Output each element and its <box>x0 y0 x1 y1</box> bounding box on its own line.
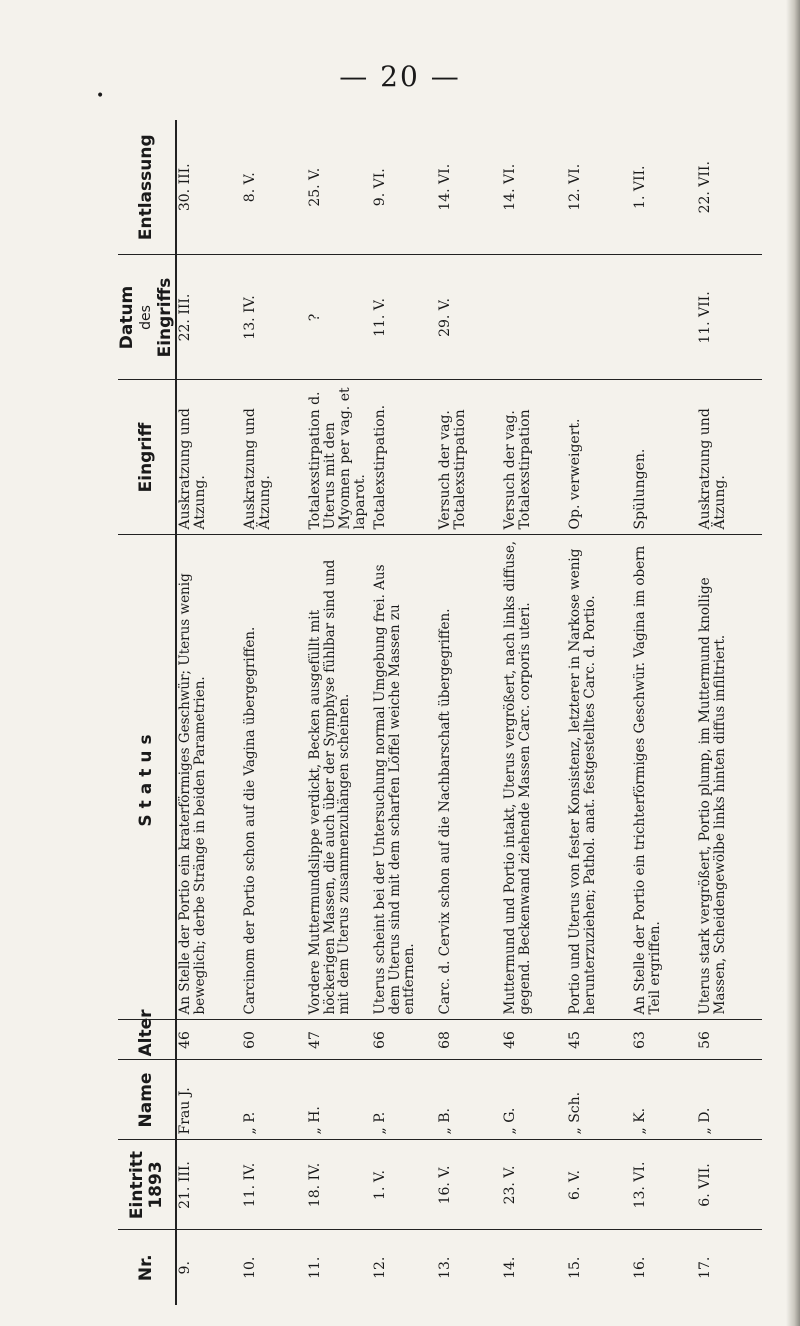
cell-name: „ P. <box>372 1060 437 1140</box>
cell-datum <box>502 255 567 380</box>
header-entlassung: Entlassung <box>118 120 176 255</box>
header-eingriff: Eingriff <box>118 380 176 535</box>
header-eintritt <box>118 1140 176 1230</box>
cell-entlassung: 14. VI. <box>437 163 453 211</box>
cell-status: Carc. d. Cervix schon auf die Nachbarschaft übergegriffen. <box>437 535 502 1020</box>
cell-alter: 46 <box>176 1020 242 1060</box>
cell-entlassung: 1. VII. <box>632 165 648 209</box>
cell-status: Carcinom der Portio schon auf die Vagina übergegriffen. <box>242 535 307 1020</box>
cell-entlassung: 22. VII. <box>697 161 713 214</box>
cell-datum <box>632 255 697 380</box>
cell-alter: 66 <box>372 1020 437 1060</box>
header-datum-line2: des <box>138 305 154 330</box>
cell-alter: 68 <box>437 1020 502 1060</box>
header-eintritt-line1: Eintritt <box>126 1150 147 1220</box>
cell-datum: ? <box>307 255 372 380</box>
cell-eingriff: Auskratzung und Atzung. <box>176 380 242 535</box>
header-name: Name <box>118 1060 176 1140</box>
cell-eingriff: Auskratzung und Ätzung. <box>242 380 307 535</box>
cell-datum: 29. V. <box>437 255 502 380</box>
table-row <box>437 120 502 1305</box>
table-header-row <box>118 120 176 1305</box>
cell-status: Uterus stark vergrößert, Portio plump, im Muttermund knollige Massen, Scheidengewölbe links hinten diffus infiltriert. <box>697 535 762 1020</box>
cell-nr: 11. <box>307 1230 372 1305</box>
cell-name: „ H. <box>307 1060 372 1140</box>
cell-eintritt: 21. III. <box>176 1140 242 1230</box>
table-row <box>176 120 242 1305</box>
header-alter: Alter <box>118 1020 176 1060</box>
cell-nr: 13. <box>437 1230 502 1305</box>
cell-alter: 56 <box>697 1020 762 1060</box>
cell-eintritt: 6. V. <box>567 1140 632 1230</box>
cell-name: „ D. <box>697 1060 762 1140</box>
cell-entlassung: 12. VI. <box>567 163 583 211</box>
page-number: — 20 — <box>339 60 461 93</box>
cell-eingriff: Versuch der vag. Totalexstirpation <box>437 380 502 535</box>
cell-alter: 47 <box>307 1020 372 1060</box>
cell-entlassung: 14. VI. <box>502 163 518 211</box>
cell-nr: 14. <box>502 1230 567 1305</box>
table-row <box>502 120 567 1305</box>
cell-eintritt: 13. VI. <box>632 1140 697 1230</box>
cell-eingriff: Totalexstirpation. <box>372 380 437 535</box>
header-nr: Nr. <box>118 1230 176 1305</box>
table-row <box>372 120 437 1305</box>
cell-nr: 16. <box>632 1230 697 1305</box>
cell-eintritt: 23. V. <box>502 1140 567 1230</box>
patient-table <box>118 120 762 1305</box>
header-eintritt-line2: 1893 <box>145 1161 166 1209</box>
cell-eingriff: Versuch der vag. Totalexstirpation <box>502 380 567 535</box>
header-datum <box>118 255 176 380</box>
table-row <box>567 120 632 1305</box>
cell-status: Vordere Muttermundslippe verdickt, Becken ausgefüllt mit höckerigen Massen, die auch über der Symphyse fühlbar sind und mit dem Uterus zusammenzuhängen scheinen. <box>307 535 372 1020</box>
cell-eintritt: 6. VII. <box>697 1140 762 1230</box>
cell-name: „ B. <box>437 1060 502 1140</box>
table-row <box>307 120 372 1305</box>
cell-eintritt: 18. IV. <box>307 1140 372 1230</box>
cell-datum: 22. III. <box>176 255 242 380</box>
cell-entlassung: 30. III. <box>177 163 193 212</box>
cell-status: Portio und Uterus von fester Konsistenz, letzterer in Narkose wenig herunterzuziehen; Pathol. anat. festgestelltes Carc. d. Portio. <box>567 535 632 1020</box>
header-datum-line3: Eingriffs <box>155 277 175 358</box>
cell-status: An Stelle der Portio ein kraterförmiges Geschwür; Uterus wenig beweglich; derbe Stränge in beiden Parametrien. <box>176 535 242 1020</box>
cell-entlassung: 25. V. <box>307 167 323 207</box>
cell-name: „ Sch. <box>567 1060 632 1140</box>
cell-datum: 11. VII. <box>697 255 762 380</box>
cell-status: Uterus scheint bei der Untersuchung normal Umgebung frei. Aus dem Uterus sind mit dem scharfen Löffel weiche Massen zu entfernen. <box>372 535 437 1020</box>
cell-name: „ P. <box>242 1060 307 1140</box>
cell-eingriff: Auskratzung und Ätzung. <box>697 380 762 535</box>
table-body <box>176 120 762 1305</box>
cell-eingriff: Op. verweigert. <box>567 380 632 535</box>
cell-datum <box>567 255 632 380</box>
cell-nr: 12. <box>372 1230 437 1305</box>
cell-nr: 10. <box>242 1230 307 1305</box>
table-row <box>632 120 697 1305</box>
cell-datum: 11. V. <box>372 255 437 380</box>
cell-nr: 15. <box>567 1230 632 1305</box>
page-edge-shadow <box>786 0 800 1326</box>
table-row <box>697 120 762 1305</box>
cell-alter: 46 <box>502 1020 567 1060</box>
rotated-table-container <box>118 120 758 1305</box>
cell-eingriff: Totalexstirpation d. Uterus mit den Myomen per vag. et laparot. <box>307 380 372 535</box>
header-datum-line1: Datum <box>117 285 137 350</box>
cell-eingriff: Spülungen. <box>632 380 697 535</box>
cell-alter: 63 <box>632 1020 697 1060</box>
cell-eintritt: 16. V. <box>437 1140 502 1230</box>
cell-nr: 17. <box>697 1230 762 1305</box>
cell-status: Muttermund und Portio intakt, Uterus vergrößert, nach links diffuse, gegend. Beckenwand ziehende Massen Carc. corporis uteri. <box>502 535 567 1020</box>
cell-eintritt: 1. V. <box>372 1140 437 1230</box>
cell-name: „ G. <box>502 1060 567 1140</box>
cell-entlassung: 8. V. <box>242 172 258 203</box>
cell-eintritt: 11. IV. <box>242 1140 307 1230</box>
cell-alter: 45 <box>567 1020 632 1060</box>
cell-nr: 9. <box>176 1230 242 1305</box>
bullet-mark: • <box>96 88 105 104</box>
cell-name: „ K. <box>632 1060 697 1140</box>
cell-datum: 13. IV. <box>242 255 307 380</box>
cell-alter: 60 <box>242 1020 307 1060</box>
cell-name: Frau J. <box>176 1060 242 1140</box>
cell-entlassung: 9. VI. <box>372 168 388 207</box>
table-row <box>242 120 307 1305</box>
header-status: Status <box>118 535 176 1020</box>
cell-status: An Stelle der Portio ein trichterförmiges Geschwür. Vagina im obern Teil ergriffen. <box>632 535 697 1020</box>
